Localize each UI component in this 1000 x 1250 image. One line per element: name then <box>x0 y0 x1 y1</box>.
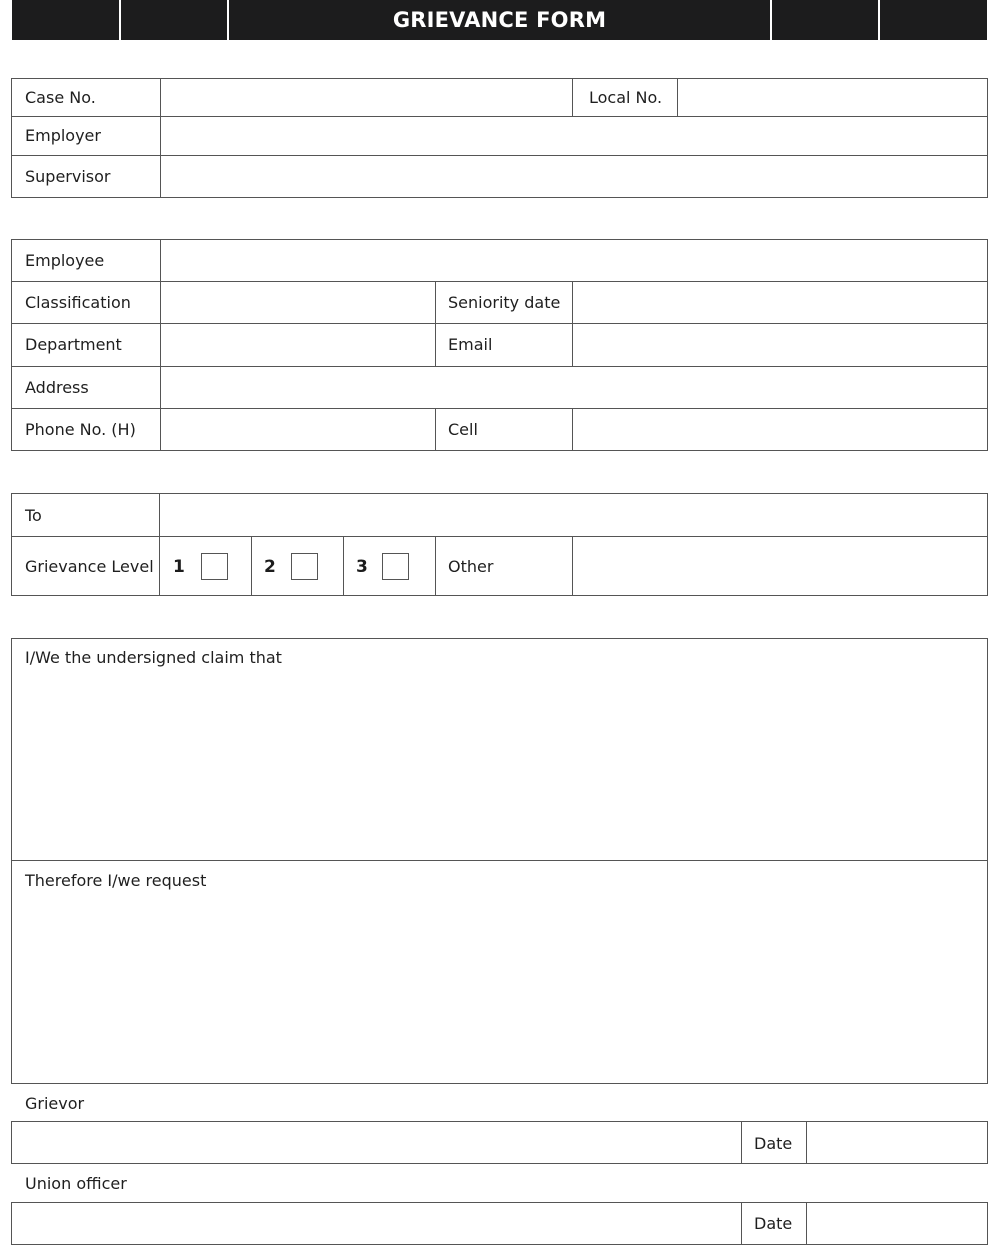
column-divider <box>160 78 161 198</box>
column-divider <box>435 281 436 366</box>
supervisor-field[interactable] <box>162 157 986 196</box>
column-divider <box>159 493 160 596</box>
grievor-signature-field[interactable] <box>13 1123 740 1162</box>
other-field[interactable] <box>574 538 986 594</box>
cell-field[interactable] <box>574 410 986 449</box>
phone-home-label: Phone No. (H) <box>25 420 136 439</box>
row-divider <box>11 323 988 324</box>
column-divider <box>435 536 436 596</box>
column-divider <box>343 536 344 596</box>
phone-home-field[interactable] <box>162 410 434 449</box>
case-no-label: Case No. <box>25 88 96 107</box>
employee-field[interactable] <box>162 241 986 280</box>
row-divider <box>11 281 988 282</box>
request-textarea[interactable] <box>13 895 986 1082</box>
grievor-date-field[interactable] <box>808 1123 986 1162</box>
union-officer-label: Union officer <box>25 1174 127 1193</box>
classification-field[interactable] <box>162 283 434 322</box>
to-label: To <box>25 506 42 525</box>
local-no-field[interactable] <box>679 80 986 115</box>
row-divider <box>11 116 988 117</box>
union-officer-date-label: Date <box>754 1214 793 1233</box>
claim-textarea[interactable] <box>13 672 986 858</box>
column-divider <box>251 536 252 596</box>
header-divider <box>770 0 772 40</box>
row-divider <box>11 536 988 537</box>
union-officer-date-field[interactable] <box>808 1204 986 1243</box>
column-divider <box>435 408 436 451</box>
cell-label: Cell <box>448 420 478 439</box>
to-field[interactable] <box>161 495 986 535</box>
column-divider <box>160 239 161 451</box>
email-field[interactable] <box>574 325 986 365</box>
column-divider <box>572 536 573 596</box>
union-officer-signature-field[interactable] <box>13 1204 740 1243</box>
employer-label: Employer <box>25 126 101 145</box>
column-divider <box>741 1121 742 1164</box>
level-1-checkbox[interactable] <box>201 553 228 580</box>
level-2-label: 2 <box>264 557 276 577</box>
case-no-field[interactable] <box>162 80 571 115</box>
header-divider <box>878 0 880 40</box>
other-label: Other <box>448 557 494 576</box>
column-divider <box>572 408 573 451</box>
column-divider <box>806 1121 807 1164</box>
address-label: Address <box>25 378 89 397</box>
row-divider <box>11 860 988 861</box>
row-divider <box>11 408 988 409</box>
seniority-date-field[interactable] <box>574 283 986 322</box>
address-field[interactable] <box>162 368 986 407</box>
column-divider <box>677 78 678 116</box>
seniority-date-label: Seniority date <box>448 293 561 312</box>
email-label: Email <box>448 335 493 354</box>
grievor-label: Grievor <box>25 1094 85 1113</box>
department-field[interactable] <box>162 325 434 365</box>
form-title: GRIEVANCE FORM <box>392 8 607 32</box>
level-1-label: 1 <box>173 557 185 577</box>
level-3-label: 3 <box>356 557 368 577</box>
claim-label: I/We the undersigned claim that <box>25 648 282 667</box>
header-divider <box>119 0 121 40</box>
grievance-level-label: Grievance Level <box>25 557 154 576</box>
local-no-label: Local No. <box>589 88 663 107</box>
row-divider <box>11 366 988 367</box>
classification-label: Classification <box>25 293 131 312</box>
level-2-checkbox[interactable] <box>291 553 318 580</box>
row-divider <box>11 155 988 156</box>
employee-label: Employee <box>25 251 105 270</box>
employer-field[interactable] <box>162 118 986 154</box>
level-3-checkbox[interactable] <box>382 553 409 580</box>
column-divider <box>572 281 573 366</box>
request-label: Therefore I/we request <box>25 871 207 890</box>
column-divider <box>741 1202 742 1245</box>
grievor-date-label: Date <box>754 1134 793 1153</box>
supervisor-label: Supervisor <box>25 167 111 186</box>
column-divider <box>806 1202 807 1245</box>
department-label: Department <box>25 335 122 354</box>
column-divider <box>572 78 573 116</box>
